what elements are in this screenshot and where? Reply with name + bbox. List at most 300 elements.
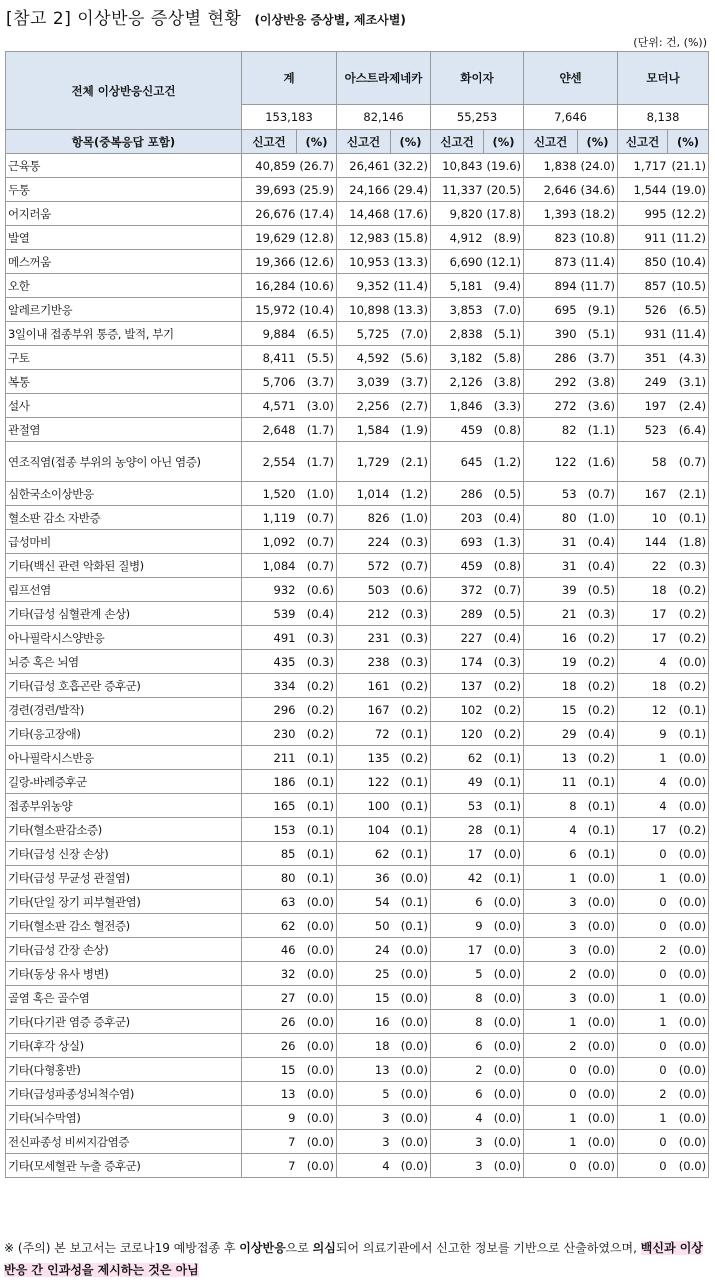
report-percent: (12.2) <box>668 202 709 226</box>
report-percent: (0.0) <box>297 1106 337 1130</box>
report-count: 296 <box>242 698 297 722</box>
report-percent: (0.0) <box>668 1106 709 1130</box>
report-count: 2,646 <box>524 178 578 202</box>
report-percent: (1.2) <box>391 482 431 506</box>
table-row <box>6 866 709 890</box>
symptom-name: 길랑-바레증후군 <box>6 770 242 794</box>
report-count: 26 <box>242 1010 297 1034</box>
report-count: 28 <box>431 818 484 842</box>
report-count: 203 <box>431 506 484 530</box>
report-percent: (0.0) <box>668 962 709 986</box>
report-count: 0 <box>524 1154 578 1178</box>
symptom-name: 연조직염(접종 부위의 농양이 아닌 염증) <box>6 442 242 482</box>
symptom-name: 혈소판 감소 자반증 <box>6 506 242 530</box>
report-percent: (0.2) <box>297 722 337 746</box>
report-percent: (0.0) <box>391 1010 431 1034</box>
report-count: 0 <box>618 914 668 938</box>
count-header: 신고건 <box>337 130 391 154</box>
report-percent: (0.3) <box>391 626 431 650</box>
report-percent: (0.0) <box>297 1034 337 1058</box>
note-mark: ※ <box>4 1241 15 1255</box>
report-percent: (0.0) <box>668 746 709 770</box>
report-percent: (2.4) <box>668 394 709 418</box>
count-header: 신고건 <box>618 130 668 154</box>
report-percent: (1.2) <box>484 442 524 482</box>
pct-header: (%) <box>578 130 618 154</box>
symptom-name: 오한 <box>6 274 242 298</box>
report-count: 53 <box>524 482 578 506</box>
vendor-header-pfizer: 화이자 <box>431 52 524 105</box>
report-count: 2 <box>524 1034 578 1058</box>
table-row <box>6 1058 709 1082</box>
report-count: 24,166 <box>337 178 391 202</box>
report-count: 491 <box>242 626 297 650</box>
table-row <box>6 1034 709 1058</box>
title-main: [참고 2] 이상반응 증상별 현황 <box>6 9 242 29</box>
report-percent: (0.0) <box>668 842 709 866</box>
report-percent: (0.0) <box>297 962 337 986</box>
report-count: 80 <box>242 866 297 890</box>
report-percent: (3.3) <box>484 394 524 418</box>
report-count: 18 <box>337 1034 391 1058</box>
item-header: 항목(중복응답 포함) <box>6 130 242 154</box>
table-row <box>6 226 709 250</box>
report-percent: (12.8) <box>297 226 337 250</box>
report-percent: (9.4) <box>484 274 524 298</box>
report-percent: (0.3) <box>391 530 431 554</box>
report-count: 100 <box>337 794 391 818</box>
report-percent: (0.2) <box>668 818 709 842</box>
symptom-name: 기타(응고장애) <box>6 722 242 746</box>
symptom-name: 아나필락시스양반응 <box>6 626 242 650</box>
table-row <box>6 770 709 794</box>
report-count: 12,983 <box>337 226 391 250</box>
report-count: 174 <box>431 650 484 674</box>
report-count: 13 <box>524 746 578 770</box>
report-count: 46 <box>242 938 297 962</box>
report-count: 292 <box>524 370 578 394</box>
report-count: 80 <box>524 506 578 530</box>
symptom-name: 두통 <box>6 178 242 202</box>
symptom-name: 알레르기반응 <box>6 298 242 322</box>
report-percent: (2.1) <box>668 482 709 506</box>
report-percent: (34.6) <box>578 178 618 202</box>
report-count: 645 <box>431 442 484 482</box>
report-count: 21 <box>524 602 578 626</box>
report-count: 1,729 <box>337 442 391 482</box>
report-count: 72 <box>337 722 391 746</box>
table-body <box>6 154 709 1178</box>
report-percent: (0.0) <box>484 986 524 1010</box>
symptom-table <box>5 51 709 1178</box>
report-percent: (0.0) <box>391 866 431 890</box>
table-row <box>6 986 709 1010</box>
table-row <box>6 938 709 962</box>
report-count: 4,912 <box>431 226 484 250</box>
report-percent: (0.1) <box>578 794 618 818</box>
report-count: 231 <box>337 626 391 650</box>
symptom-name: 기타(동상 유사 병변) <box>6 962 242 986</box>
vendor-total-astrazeneca: 82,146 <box>337 105 431 130</box>
report-count: 286 <box>524 346 578 370</box>
table-row <box>6 746 709 770</box>
report-count: 4,571 <box>242 394 297 418</box>
report-percent: (6.5) <box>668 298 709 322</box>
report-percent: (0.0) <box>668 890 709 914</box>
report-count: 693 <box>431 530 484 554</box>
report-percent: (0.2) <box>668 578 709 602</box>
report-percent: (0.0) <box>297 914 337 938</box>
report-count: 120 <box>431 722 484 746</box>
report-percent: (0.0) <box>668 650 709 674</box>
report-percent: (0.0) <box>297 938 337 962</box>
report-percent: (1.9) <box>391 418 431 442</box>
report-percent: (0.0) <box>668 986 709 1010</box>
report-percent: (0.1) <box>484 818 524 842</box>
report-count: 15 <box>242 1058 297 1082</box>
report-count: 1 <box>618 986 668 1010</box>
report-count: 9 <box>242 1106 297 1130</box>
report-count: 1 <box>618 866 668 890</box>
note-text-2: 으로 <box>285 1241 313 1255</box>
report-percent: (0.1) <box>391 770 431 794</box>
report-count: 6 <box>524 842 578 866</box>
report-percent: (0.0) <box>391 1130 431 1154</box>
report-percent: (0.2) <box>668 602 709 626</box>
report-count: 286 <box>431 482 484 506</box>
report-count: 186 <box>242 770 297 794</box>
symptom-name: 복통 <box>6 370 242 394</box>
report-percent: (0.7) <box>297 530 337 554</box>
report-count: 153 <box>242 818 297 842</box>
report-percent: (7.0) <box>484 298 524 322</box>
report-count: 22 <box>618 554 668 578</box>
report-count: 15,972 <box>242 298 297 322</box>
report-percent: (0.1) <box>297 866 337 890</box>
report-percent: (0.3) <box>668 554 709 578</box>
report-count: 2 <box>431 1058 484 1082</box>
report-percent: (0.1) <box>668 506 709 530</box>
report-count: 2 <box>618 1082 668 1106</box>
report-count: 29 <box>524 722 578 746</box>
disclaimer-note <box>4 1237 710 1281</box>
report-percent: (0.0) <box>578 1034 618 1058</box>
report-percent: (29.4) <box>391 178 431 202</box>
report-percent: (0.6) <box>297 578 337 602</box>
table-row <box>6 1106 709 1130</box>
report-count: 26 <box>242 1034 297 1058</box>
report-percent: (0.2) <box>391 746 431 770</box>
symptom-name: 급성마비 <box>6 530 242 554</box>
report-count: 249 <box>618 370 668 394</box>
report-count: 873 <box>524 250 578 274</box>
table-row <box>6 962 709 986</box>
report-count: 1,084 <box>242 554 297 578</box>
table-row <box>6 322 709 346</box>
report-percent: (0.0) <box>668 1154 709 1178</box>
report-percent: (0.4) <box>578 530 618 554</box>
report-count: 539 <box>242 602 297 626</box>
report-count: 9 <box>618 722 668 746</box>
report-count: 8 <box>431 1010 484 1034</box>
report-percent: (0.1) <box>391 842 431 866</box>
symptom-name: 아나필락시스반응 <box>6 746 242 770</box>
symptom-name: 기타(급성 호흡곤란 증후군) <box>6 674 242 698</box>
report-percent: (0.0) <box>297 1010 337 1034</box>
report-percent: (0.0) <box>578 1106 618 1130</box>
report-count: 823 <box>524 226 578 250</box>
report-count: 850 <box>618 250 668 274</box>
report-percent: (3.0) <box>297 394 337 418</box>
report-count: 1,092 <box>242 530 297 554</box>
report-count: 3 <box>337 1106 391 1130</box>
report-percent: (9.1) <box>578 298 618 322</box>
report-percent: (0.0) <box>297 1082 337 1106</box>
report-count: 25 <box>337 962 391 986</box>
report-count: 15 <box>524 698 578 722</box>
report-percent: (0.0) <box>578 938 618 962</box>
report-percent: (0.0) <box>668 1058 709 1082</box>
table-row <box>6 154 709 178</box>
report-count: 17 <box>618 626 668 650</box>
report-percent: (0.5) <box>578 578 618 602</box>
table-row <box>6 890 709 914</box>
table-row <box>6 530 709 554</box>
report-percent: (1.7) <box>297 418 337 442</box>
report-count: 4 <box>524 818 578 842</box>
report-count: 1 <box>618 1010 668 1034</box>
report-count: 9 <box>431 914 484 938</box>
report-count: 8,411 <box>242 346 297 370</box>
report-percent: (5.5) <box>297 346 337 370</box>
report-percent: (6.4) <box>668 418 709 442</box>
symptom-name: 기타(다형홍반) <box>6 1058 242 1082</box>
report-percent: (1.6) <box>578 442 618 482</box>
report-count: 2 <box>524 962 578 986</box>
pct-header: (%) <box>391 130 431 154</box>
report-percent: (0.4) <box>578 722 618 746</box>
report-count: 4 <box>337 1154 391 1178</box>
report-percent: (0.8) <box>484 554 524 578</box>
report-percent: (0.2) <box>297 698 337 722</box>
report-count: 104 <box>337 818 391 842</box>
symptom-name: 기타(뇌수막염) <box>6 1106 242 1130</box>
symptom-name: 골염 혹은 골수염 <box>6 986 242 1010</box>
table-row <box>6 674 709 698</box>
report-percent: (0.2) <box>578 698 618 722</box>
table-row <box>6 722 709 746</box>
report-count: 1 <box>524 1130 578 1154</box>
report-count: 135 <box>337 746 391 770</box>
report-count: 11,337 <box>431 178 484 202</box>
symptom-name: 기타(후각 상실) <box>6 1034 242 1058</box>
symptom-name: 림프선염 <box>6 578 242 602</box>
report-percent: (0.2) <box>578 674 618 698</box>
report-count: 3 <box>524 890 578 914</box>
report-count: 5 <box>431 962 484 986</box>
report-count: 12 <box>618 698 668 722</box>
report-count: 372 <box>431 578 484 602</box>
report-percent: (0.0) <box>484 962 524 986</box>
report-count: 62 <box>242 914 297 938</box>
report-count: 894 <box>524 274 578 298</box>
report-count: 289 <box>431 602 484 626</box>
report-percent: (0.1) <box>484 770 524 794</box>
report-percent: (17.4) <box>297 202 337 226</box>
report-count: 435 <box>242 650 297 674</box>
report-count: 122 <box>524 442 578 482</box>
report-percent: (11.2) <box>668 226 709 250</box>
table-row <box>6 442 709 482</box>
report-count: 1 <box>524 1010 578 1034</box>
report-count: 6 <box>431 1082 484 1106</box>
report-percent: (0.0) <box>578 866 618 890</box>
vendor-header-moderna: 모더나 <box>618 52 709 105</box>
report-count: 459 <box>431 418 484 442</box>
table-row <box>6 298 709 322</box>
report-count: 10,898 <box>337 298 391 322</box>
report-count: 8 <box>431 986 484 1010</box>
symptom-name: 접종부위농양 <box>6 794 242 818</box>
report-percent: (0.8) <box>484 418 524 442</box>
report-count: 2,838 <box>431 322 484 346</box>
report-count: 1 <box>524 1106 578 1130</box>
report-percent: (0.0) <box>297 1058 337 1082</box>
table-row <box>6 482 709 506</box>
report-percent: (2.1) <box>391 442 431 482</box>
report-percent: (7.0) <box>391 322 431 346</box>
symptom-name: 기타(급성 신장 손상) <box>6 842 242 866</box>
report-count: 351 <box>618 346 668 370</box>
report-percent: (0.3) <box>391 602 431 626</box>
report-count: 932 <box>242 578 297 602</box>
report-percent: (0.0) <box>391 1106 431 1130</box>
table-row <box>6 394 709 418</box>
count-header: 신고건 <box>524 130 578 154</box>
report-percent: (19.6) <box>484 154 524 178</box>
report-count: 167 <box>337 698 391 722</box>
symptom-name: 기타(다기관 염증 증후군) <box>6 1010 242 1034</box>
report-percent: (0.5) <box>484 602 524 626</box>
report-count: 10 <box>618 506 668 530</box>
report-percent: (0.0) <box>578 986 618 1010</box>
report-percent: (0.7) <box>297 506 337 530</box>
report-count: 911 <box>618 226 668 250</box>
report-percent: (0.1) <box>484 794 524 818</box>
report-percent: (0.0) <box>391 962 431 986</box>
count-header: 신고건 <box>242 130 297 154</box>
report-percent: (0.1) <box>484 866 524 890</box>
report-percent: (0.1) <box>391 818 431 842</box>
symptom-name: 기타(백신 관련 악화된 질병) <box>6 554 242 578</box>
report-count: 1 <box>618 1106 668 1130</box>
report-percent: (19.0) <box>668 178 709 202</box>
vendor-total-janssen: 7,646 <box>524 105 618 130</box>
report-percent: (0.1) <box>668 698 709 722</box>
report-percent: (0.0) <box>297 1130 337 1154</box>
report-percent: (0.1) <box>297 746 337 770</box>
vendor-header-janssen: 얀센 <box>524 52 618 105</box>
report-count: 3 <box>524 986 578 1010</box>
report-percent: (0.3) <box>484 650 524 674</box>
report-count: 857 <box>618 274 668 298</box>
table-row <box>6 1130 709 1154</box>
report-count: 2,256 <box>337 394 391 418</box>
symptom-name: 관절염 <box>6 418 242 442</box>
report-percent: (1.0) <box>578 506 618 530</box>
table-row <box>6 202 709 226</box>
report-count: 5 <box>337 1082 391 1106</box>
report-count: 9,352 <box>337 274 391 298</box>
symptom-name: 구토 <box>6 346 242 370</box>
report-percent: (11.4) <box>578 250 618 274</box>
report-percent: (0.0) <box>578 1130 618 1154</box>
report-count: 1,014 <box>337 482 391 506</box>
report-percent: (0.0) <box>578 1082 618 1106</box>
report-count: 4 <box>618 650 668 674</box>
report-count: 26,461 <box>337 154 391 178</box>
report-count: 167 <box>618 482 668 506</box>
report-count: 165 <box>242 794 297 818</box>
table-row <box>6 698 709 722</box>
report-percent: (0.1) <box>578 842 618 866</box>
report-count: 4 <box>618 794 668 818</box>
symptom-name: 기타(급성파종성뇌척수염) <box>6 1082 242 1106</box>
report-percent: (12.6) <box>297 250 337 274</box>
report-count: 334 <box>242 674 297 698</box>
report-count: 10,843 <box>431 154 484 178</box>
report-count: 3 <box>431 1154 484 1178</box>
symptom-name: 메스꺼움 <box>6 250 242 274</box>
report-percent: (20.5) <box>484 178 524 202</box>
report-count: 137 <box>431 674 484 698</box>
report-count: 8 <box>524 794 578 818</box>
report-count: 16 <box>524 626 578 650</box>
report-percent: (0.0) <box>578 1058 618 1082</box>
report-count: 2,554 <box>242 442 297 482</box>
report-count: 42 <box>431 866 484 890</box>
report-percent: (8.9) <box>484 226 524 250</box>
report-percent: (0.0) <box>668 1130 709 1154</box>
report-count: 0 <box>618 1130 668 1154</box>
report-count: 122 <box>337 770 391 794</box>
report-count: 5,725 <box>337 322 391 346</box>
report-count: 49 <box>431 770 484 794</box>
report-count: 31 <box>524 530 578 554</box>
report-percent: (3.6) <box>578 394 618 418</box>
report-percent: (0.2) <box>484 698 524 722</box>
report-percent: (1.3) <box>484 530 524 554</box>
report-percent: (15.8) <box>391 226 431 250</box>
report-count: 14,468 <box>337 202 391 226</box>
report-percent: (4.3) <box>668 346 709 370</box>
note-emphasis-2: 의심 <box>312 1241 336 1255</box>
report-count: 0 <box>618 890 668 914</box>
report-count: 526 <box>618 298 668 322</box>
report-count: 826 <box>337 506 391 530</box>
report-percent: (0.0) <box>578 1154 618 1178</box>
report-percent: (11.7) <box>578 274 618 298</box>
report-percent: (0.0) <box>668 1082 709 1106</box>
report-count: 19,366 <box>242 250 297 274</box>
note-text-3: 되어 의료기관에서 신고한 정보를 기반으로 산출하였으며, <box>335 1241 641 1255</box>
report-count: 18 <box>618 578 668 602</box>
report-count: 18 <box>524 674 578 698</box>
report-percent: (0.2) <box>578 650 618 674</box>
report-percent: (0.4) <box>484 626 524 650</box>
vendor-header-total: 계 <box>242 52 337 105</box>
report-percent: (0.7) <box>484 578 524 602</box>
